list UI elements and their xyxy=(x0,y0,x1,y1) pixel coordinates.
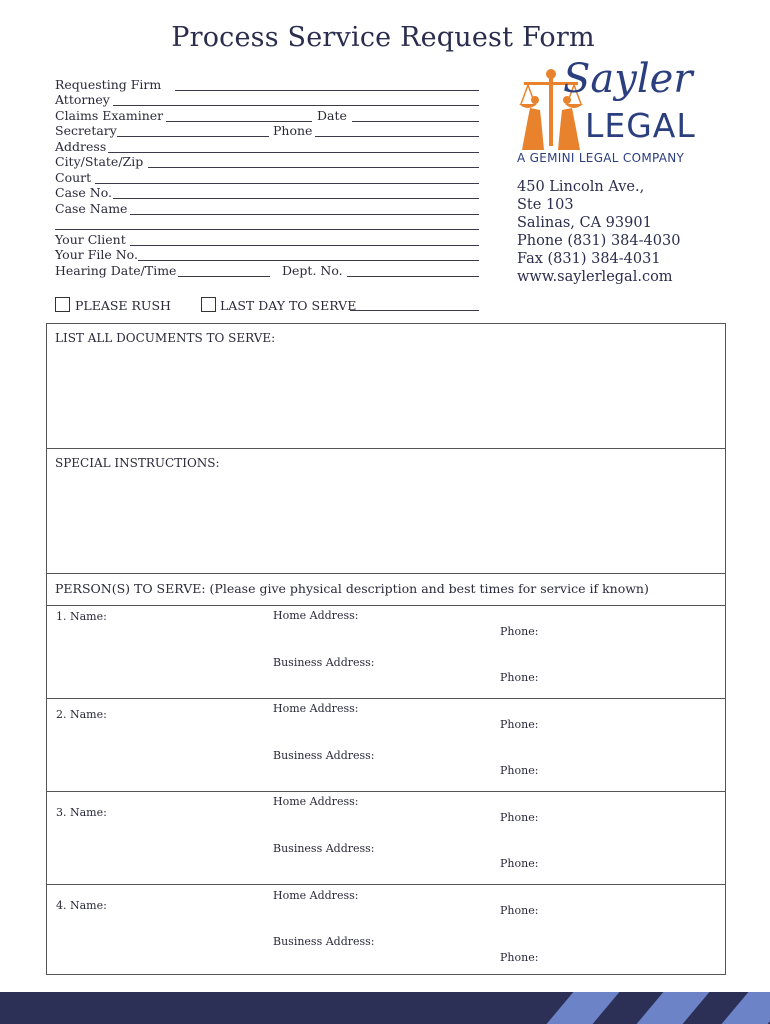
case-name-line[interactable] xyxy=(130,214,479,215)
business-phone-label: Phone: xyxy=(500,671,539,684)
documents-label: LIST ALL DOCUMENTS TO SERVE: xyxy=(55,331,276,345)
contact-website[interactable]: www.saylerlegal.com xyxy=(517,269,673,285)
date-label: Date xyxy=(317,108,347,123)
logo-tagline: A GEMINI LEGAL COMPANY xyxy=(517,151,685,165)
home-phone-label: Phone: xyxy=(500,625,539,638)
date-line[interactable] xyxy=(352,121,479,122)
address-label: Address xyxy=(55,139,107,154)
home-address-label: Home Address: xyxy=(273,889,359,902)
case-name-label: Case Name xyxy=(55,201,128,216)
address-line[interactable] xyxy=(108,152,479,153)
contact-fax: Fax (831) 384-4031 xyxy=(517,251,661,267)
footer-stripe xyxy=(547,992,620,1024)
case-no-label: Case No. xyxy=(55,185,113,200)
instructions-label: SPECIAL INSTRUCTIONS: xyxy=(55,456,220,470)
documents-box[interactable] xyxy=(46,323,726,449)
home-address-label: Home Address: xyxy=(273,609,359,622)
business-address-label: Business Address: xyxy=(273,656,375,669)
logo-script-text: Sayler xyxy=(563,56,693,102)
claims-examiner-label: Claims Examiner xyxy=(55,108,164,123)
address-line-1: 450 Lincoln Ave., xyxy=(517,179,645,195)
business-address-label: Business Address: xyxy=(273,842,375,855)
court-line[interactable] xyxy=(95,183,479,184)
your-file-no-line[interactable] xyxy=(138,260,479,261)
city-state-zip-label: City/State/Zip xyxy=(55,154,144,169)
your-file-no-label: Your File No. xyxy=(55,247,138,262)
phone-line[interactable] xyxy=(315,136,479,137)
please-rush-label: PLEASE RUSH xyxy=(75,298,171,313)
your-client-line[interactable] xyxy=(130,245,479,246)
person-name-label: 3. Name: xyxy=(56,806,107,819)
your-client-label: Your Client xyxy=(55,232,126,247)
requesting-firm-label: Requesting Firm xyxy=(55,77,162,92)
home-address-label: Home Address: xyxy=(273,795,359,808)
person-row-3[interactable] xyxy=(46,791,726,885)
dept-no-line[interactable] xyxy=(347,276,479,277)
business-phone-label: Phone: xyxy=(500,951,539,964)
person-name-label: 4. Name: xyxy=(56,899,107,912)
footer-stripe xyxy=(637,992,710,1024)
last-day-line[interactable] xyxy=(350,310,479,311)
home-address-label: Home Address: xyxy=(273,702,359,715)
attorney-label: Attorney xyxy=(55,92,110,107)
business-phone-label: Phone: xyxy=(500,764,539,777)
business-phone-label: Phone: xyxy=(500,857,539,870)
hearing-date-time-label: Hearing Date/Time xyxy=(55,263,177,278)
last-day-label: LAST DAY TO SERVE xyxy=(220,298,357,313)
requesting-firm-line[interactable] xyxy=(175,90,479,91)
persons-header xyxy=(46,573,726,606)
person-name-label: 2. Name: xyxy=(56,708,107,721)
secretary-label: Secretary xyxy=(55,123,117,138)
form-title: Process Service Request Form xyxy=(171,22,595,53)
persons-label: PERSON(S) TO SERVE: (Please give physical description and best times for service if known) xyxy=(55,581,649,596)
hearing-date-time-line[interactable] xyxy=(178,276,270,277)
person-name-label: 1. Name: xyxy=(56,610,107,623)
case-name-line-2[interactable] xyxy=(55,229,479,230)
home-phone-label: Phone: xyxy=(500,718,539,731)
business-address-label: Business Address: xyxy=(273,749,375,762)
address-line-3: Salinas, CA 93901 xyxy=(517,215,652,231)
footer-band xyxy=(0,992,770,1024)
court-label: Court xyxy=(55,170,92,185)
person-row-4[interactable] xyxy=(46,884,726,975)
contact-phone: Phone (831) 384-4030 xyxy=(517,233,681,249)
city-state-zip-line[interactable] xyxy=(148,167,479,168)
home-phone-label: Phone: xyxy=(500,811,539,824)
business-address-label: Business Address: xyxy=(273,935,375,948)
case-no-line[interactable] xyxy=(113,198,479,199)
phone-label: Phone xyxy=(273,123,313,138)
last-day-checkbox[interactable] xyxy=(201,297,216,312)
attorney-line[interactable] xyxy=(113,105,479,106)
instructions-box[interactable] xyxy=(46,448,726,574)
logo-block-text: LEGAL xyxy=(585,106,696,145)
please-rush-checkbox[interactable] xyxy=(55,297,70,312)
dept-no-label: Dept. No. xyxy=(282,263,343,278)
person-row-1[interactable] xyxy=(46,605,726,699)
footer-stripe xyxy=(722,992,770,1024)
claims-examiner-line[interactable] xyxy=(166,121,312,122)
home-phone-label: Phone: xyxy=(500,904,539,917)
address-line-2: Ste 103 xyxy=(517,197,574,213)
secretary-line[interactable] xyxy=(117,136,269,137)
person-row-2[interactable] xyxy=(46,698,726,792)
